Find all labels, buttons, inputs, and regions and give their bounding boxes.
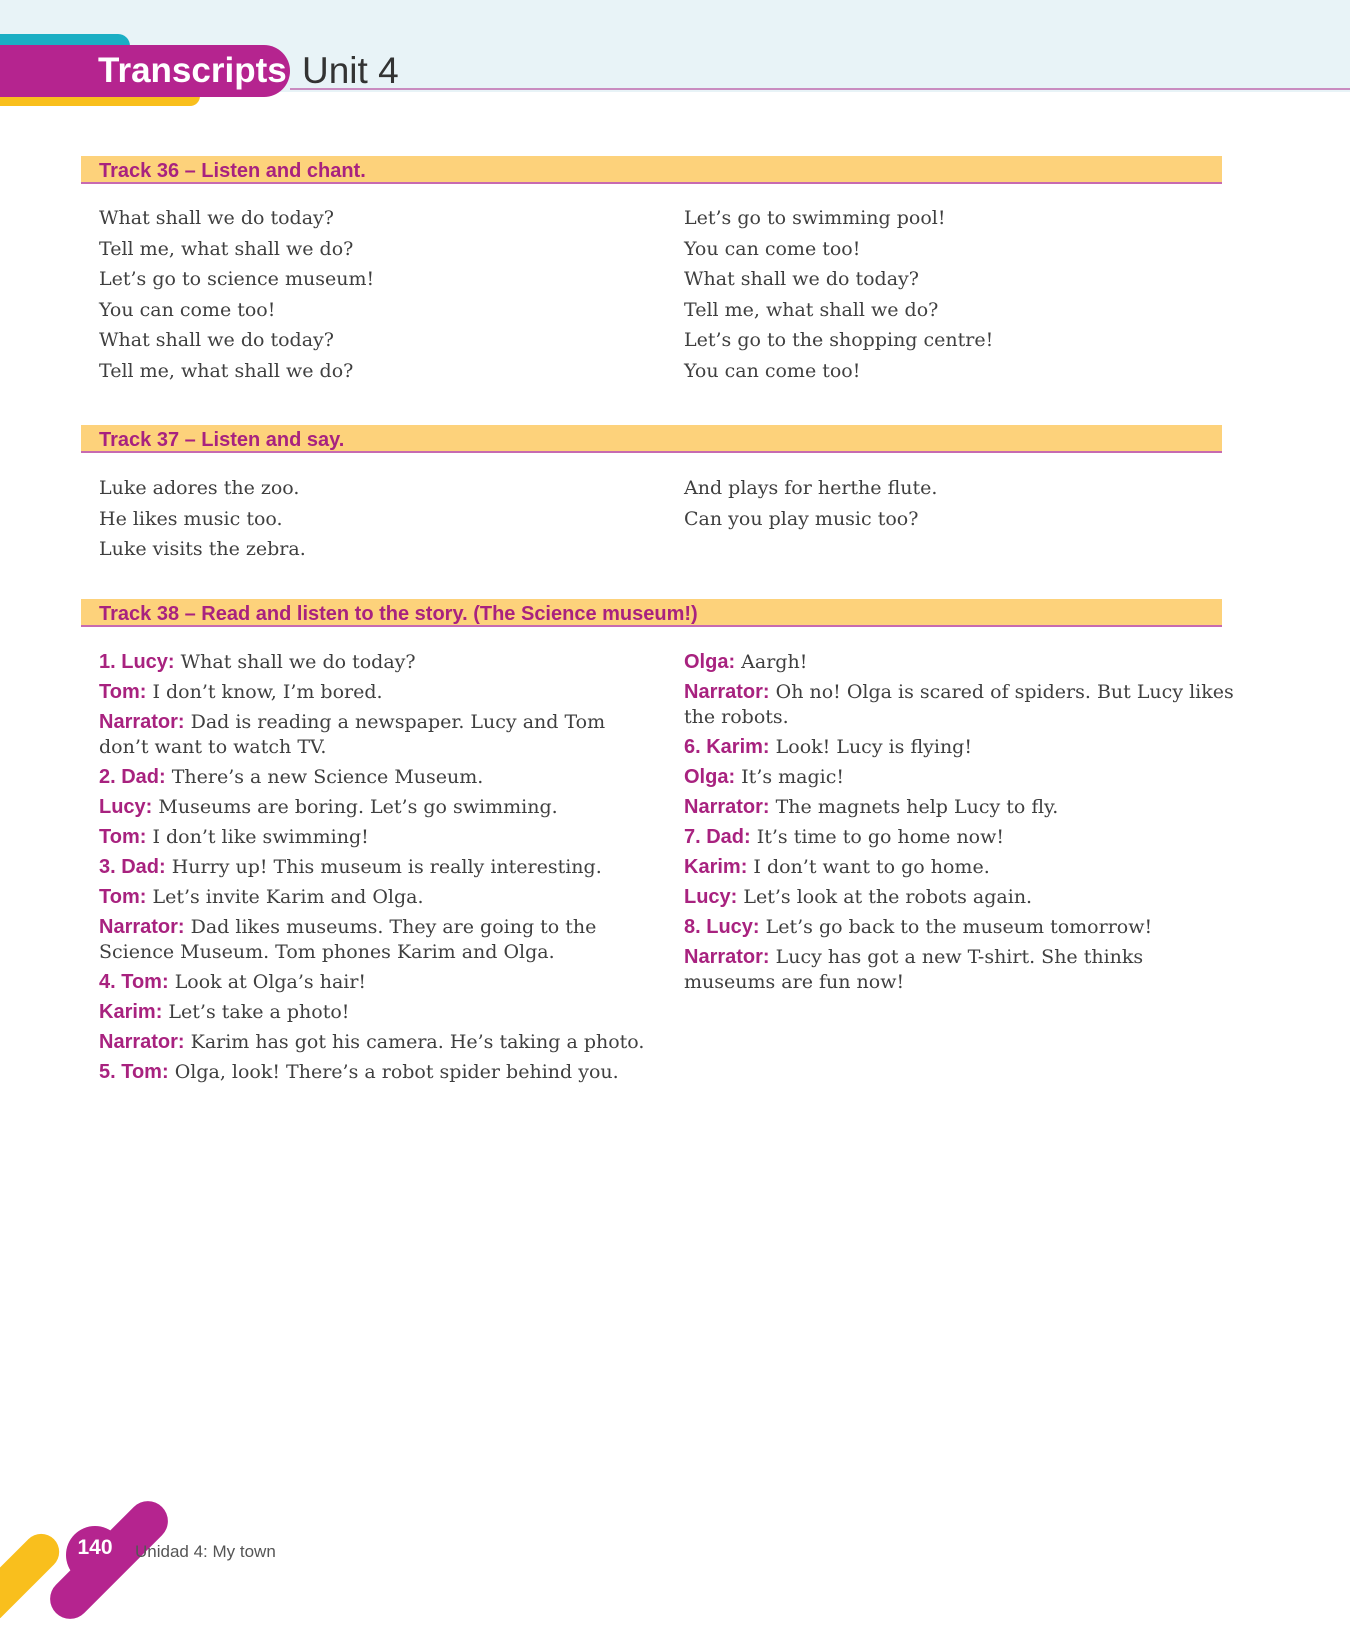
chant-line: What shall we do today? — [99, 329, 334, 351]
track-36-title: Track 36 – Listen and chant. — [99, 160, 366, 182]
story-line — [99, 885, 659, 910]
dialogue-text: I don’t want to go home. — [753, 856, 990, 879]
dialogue-text: The magnets help Lucy to fly. — [775, 795, 1059, 818]
track-36-right-column — [684, 203, 1244, 386]
story-line — [684, 680, 1234, 729]
chant-line: What shall we do today? — [99, 207, 334, 229]
dialogue-text: Lucy has got a new T-shirt. She thinks museums are fun now! — [684, 946, 1144, 993]
story-line — [99, 1030, 659, 1055]
story-line — [684, 855, 1234, 880]
speaker-label: Narrator: — [99, 916, 185, 939]
track-37-title: Track 37 – Listen and say. — [99, 429, 345, 451]
speaker-label: Narrator: — [684, 681, 770, 704]
rhyme-line: Luke adores the zoo. — [99, 477, 300, 499]
story-line — [99, 795, 659, 820]
speaker-label: Olga: — [684, 651, 736, 673]
dialogue-text: I don’t like swimming! — [152, 825, 369, 848]
story-line — [99, 855, 659, 880]
story-line — [684, 885, 1234, 910]
chant-line: Tell me, what shall we do? — [99, 359, 354, 382]
speaker-label: 4. Tom: — [99, 970, 169, 993]
story-line — [99, 650, 659, 675]
chant-line: Let’s go to science museum! — [99, 268, 375, 290]
dialogue-text: It’s time to go home now! — [756, 825, 1005, 848]
story-line — [684, 650, 1234, 675]
story-line — [684, 945, 1234, 994]
speaker-label: Lucy: — [684, 886, 738, 909]
header-rule — [290, 88, 1350, 90]
dialogue-text: Let’s go back to the museum tomorrow! — [765, 916, 1153, 939]
dialogue-text: Dad is reading a newspaper. Lucy and Tom don’t want to watch TV. — [99, 711, 606, 758]
page-number: 140 — [77, 1536, 113, 1559]
chant-line: You can come too! — [99, 298, 276, 321]
dialogue-text: Karim has got his camera. He’s taking a photo. — [190, 1031, 645, 1054]
rhyme-line: He likes music too. — [99, 507, 283, 530]
chant-line: You can come too! — [684, 359, 861, 382]
track-36-header — [81, 156, 1222, 184]
rhyme-line: Luke visits the zebra. — [99, 538, 306, 560]
dialogue-text: It’s magic! — [741, 765, 845, 788]
track-37-left-column — [99, 473, 659, 565]
speaker-label: 3. Dad: — [99, 856, 166, 879]
rhyme-line: Can you play music too? — [684, 507, 919, 530]
story-line — [99, 825, 659, 850]
speaker-label: Karim: — [684, 856, 748, 879]
speaker-label: Olga: — [684, 765, 736, 788]
page-title: Transcripts — [98, 51, 287, 90]
speaker-label: Tom: — [99, 681, 147, 704]
track-37-header — [81, 425, 1222, 453]
speaker-label: Narrator: — [684, 795, 770, 818]
dialogue-text: Olga, look! There’s a robot spider behind you. — [174, 1061, 619, 1084]
dialogue-text: I don’t know, I’m bored. — [152, 681, 383, 704]
speaker-label: 6. Karim: — [684, 735, 770, 758]
chant-line: Tell me, what shall we do? — [684, 298, 939, 321]
story-line — [99, 1000, 659, 1025]
story-line — [99, 1060, 659, 1085]
dialogue-text: Hurry up! This museum is really interesting. — [171, 856, 602, 879]
speaker-label: Tom: — [99, 886, 147, 909]
speaker-label: 1. Lucy: — [99, 651, 175, 673]
dialogue-text: Look at Olga’s hair! — [174, 970, 367, 993]
speaker-label: Lucy: — [99, 795, 153, 818]
chant-line: What shall we do today? — [684, 268, 919, 290]
speaker-label: Karim: — [99, 1000, 163, 1023]
story-line — [684, 765, 1234, 790]
story-right-column — [684, 650, 1234, 1000]
chant-line: You can come too! — [684, 237, 861, 260]
speaker-label: Narrator: — [99, 1031, 185, 1054]
dialogue-text: Let’s take a photo! — [168, 1000, 350, 1023]
dialogue-text: Let’s look at the robots again. — [743, 886, 1033, 909]
speaker-label: 2. Dad: — [99, 765, 166, 788]
speaker-label: Narrator: — [99, 711, 185, 734]
dialogue-text: There’s a new Science Museum. — [171, 765, 484, 788]
story-line — [99, 710, 659, 759]
speaker-label: 7. Dad: — [684, 825, 751, 848]
dialogue-text: Let’s invite Karim and Olga. — [152, 886, 424, 909]
track-38-title: Track 38 – Read and listen to the story. (The Science museum!) — [99, 603, 698, 625]
dialogue-text: Look! Lucy is flying! — [775, 735, 972, 758]
track-38-header — [81, 599, 1222, 627]
dialogue-text: Oh no! Olga is scared of spiders. But Lucy likes the robots. — [684, 681, 1234, 728]
story-line — [684, 735, 1234, 760]
dialogue-text: Aargh! — [741, 651, 808, 673]
dialogue-text: Dad likes museums. They are going to the Science Museum. Tom phones Karim and Olga. — [99, 916, 597, 963]
story-line — [99, 680, 659, 705]
story-line — [99, 765, 659, 790]
story-line — [684, 915, 1234, 940]
chant-line: Let’s go to the shopping centre! — [684, 329, 994, 351]
chant-line: Let’s go to swimming pool! — [684, 207, 946, 229]
chant-line: Tell me, what shall we do? — [99, 237, 354, 260]
story-left-column — [99, 650, 659, 1090]
story-line — [99, 915, 659, 964]
story-line — [684, 825, 1234, 850]
track-36-left-column — [99, 203, 659, 386]
speaker-label: 5. Tom: — [99, 1061, 169, 1084]
story-line — [684, 795, 1234, 820]
speaker-label: Tom: — [99, 825, 147, 848]
dialogue-text: Museums are boring. Let’s go swimming. — [158, 795, 558, 818]
track-37-right-column — [684, 473, 1244, 534]
speaker-label: 8. Lucy: — [684, 916, 760, 939]
footer-unit-label: Unidad 4: My town — [135, 1542, 276, 1561]
unit-title: Unit 4 — [302, 50, 399, 91]
rhyme-line: And plays for herthe flute. — [684, 477, 938, 499]
speaker-label: Narrator: — [684, 946, 770, 969]
story-line — [99, 970, 659, 995]
dialogue-text: What shall we do today? — [180, 651, 416, 673]
